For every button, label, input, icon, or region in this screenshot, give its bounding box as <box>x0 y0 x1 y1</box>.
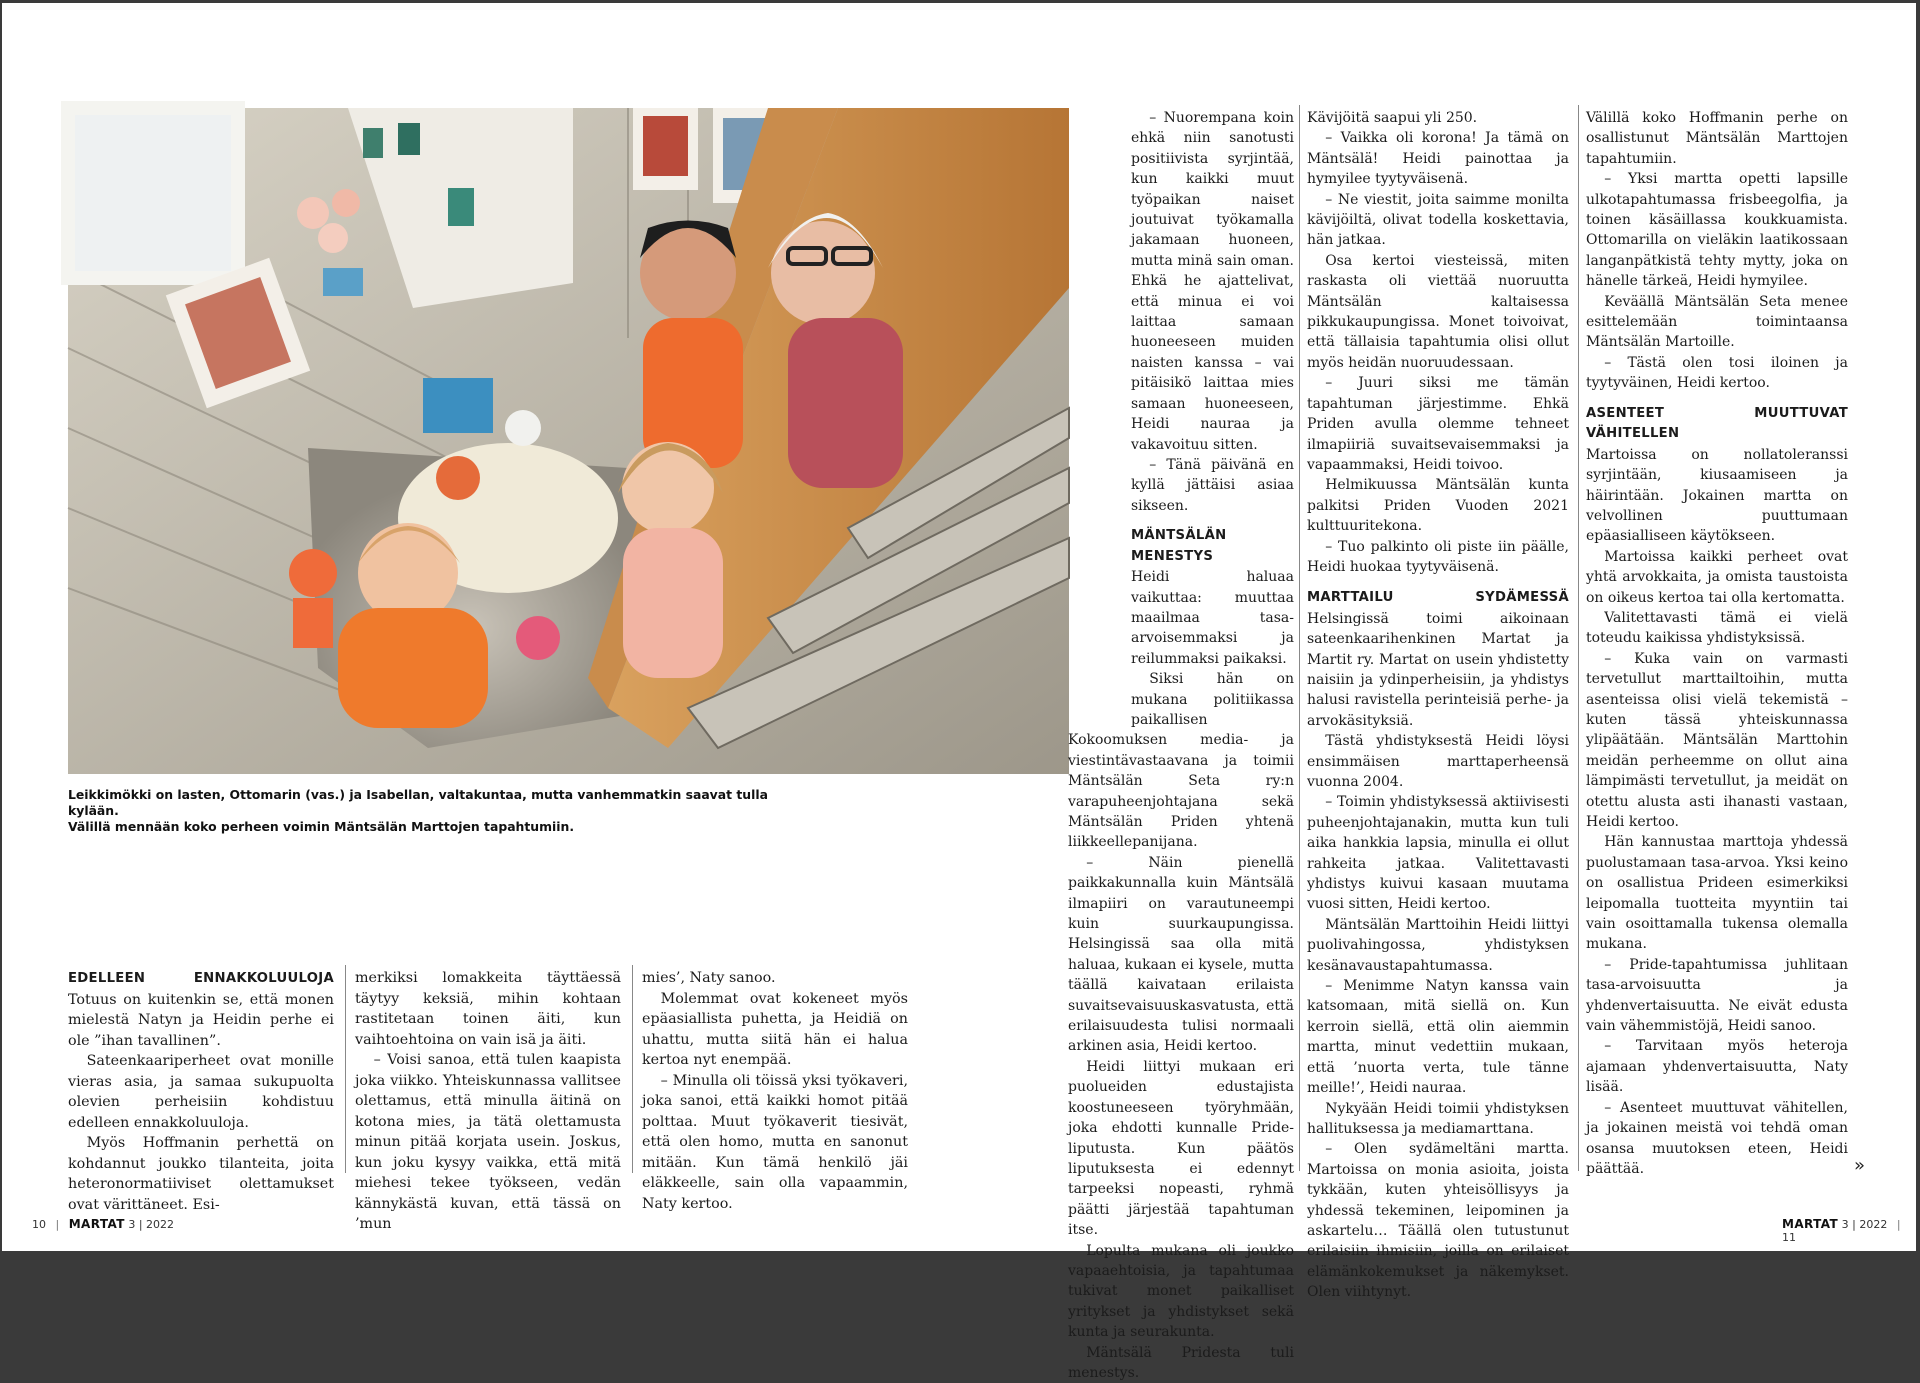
section-heading: ASENTEET MUUTTUVAT VÄHITELLEN <box>1586 405 1848 442</box>
paragraph: – Tarvitaan myös heteroja ajamaan yhdenvertaisuutta, Naty lisää. <box>1586 1038 1848 1096</box>
paragraph: – Nuorempana koin ehkä niin sanotusti positiivista syrjintää, kun kaikki muut työpaikan naiset joutuivat työkamalla jakamaan huoneen, mutta minä sain oman. Ehkä he ajattelivat, että minua ei voi laittaa samaan huoneeseen muiden naisten kanssa – vai pitäisikö laittaa mies samaan huoneeseen, Heidi nauraa ja vakavoituu sitten. <box>1131 110 1294 453</box>
paragraph: – Toimin yhdistyksessä aktiivisesti puheenjohtajanakin, mutta kun tuli aika hankkia lapsia, minulla ei ollut rahkeita jatkaa. Valitettavasti yhdistys kuivui kasaan muutama vuosi sitten, Heidi kertoo. <box>1307 794 1569 913</box>
paragraph: – Minulla oli töissä yksi työkaveri, joka sanoi, että kaikki homot pitää polttaa. Muut työkaverit tiesivät, että olen homo, mutta en sanonut mitään. Kun tämä henkilö jäi eläkkeelle, sain olla vapaammin, Naty kertoo. <box>642 1072 908 1212</box>
paragraph: Välillä koko Hoffmanin perhe on osallistunut Mäntsälän Marttojen tapahtumiin. <box>1586 110 1848 167</box>
paragraph: Martoissa on nollatoleranssi syrjintään, kiusaamiseen ja häirintään. Jokainen martta on velvollinen puuttumaan epäasialliseen käytökseen. <box>1586 446 1848 545</box>
article-column-1 <box>68 968 334 1215</box>
magazine-name: MARTAT <box>1782 1217 1839 1231</box>
caption-line-1: Leikkimökki on lasten, Ottomarin (vas.) ja Isabellan, valtakuntaa, mutta vanhemmatkin saavat tulla kylään. <box>68 787 768 818</box>
paragraph: – Pride-tapahtumissa juhlitaan tasa-arvoisuutta ja yhdenvertaisuutta. Ne eivät edusta vain vähemmistöjä, Heidi sanoo. <box>1586 956 1848 1035</box>
article-column-4 <box>1068 108 1294 1383</box>
paragraph: Valitettavasti tämä ei vielä toteudu kaikissa yhdistyksissä. <box>1586 609 1848 647</box>
paragraph: Mäntsälän Marttoihin Heidi liittyi puolivahingossa, yhdistyksen kesänavaustapahtumassa. <box>1307 916 1569 974</box>
paragraph: Keväällä Mäntsälän Seta menee esittelemään toimintaansa Mäntsälän Martoille. <box>1586 293 1848 351</box>
paragraph: Martoissa kaikki perheet ovat yhtä arvokkaita, ja omista taustoista on oikeus kertoa tai olla kertomatta. <box>1586 548 1848 606</box>
paragraph: Nykyään Heidi toimii yhdistyksen hallituksessa ja mediamarttana. <box>1307 1100 1569 1137</box>
paragraph: Tästä yhdistyksestä Heidi löysi ensimmäisen marttaperheensä vuonna 2004. <box>1307 733 1569 790</box>
magazine-spread <box>2 3 1916 1381</box>
section-lead: EDELLEEN ENNAKKOLUULOJA <box>68 971 334 986</box>
section-lead: MARTTAILU SYDÄMESSÄ <box>1307 590 1569 606</box>
caption-line-2: Välillä mennään koko perheen voimin Mäntsälän Marttojen tapahtumiin. <box>68 819 575 834</box>
issue-label: 3 | 2022 <box>128 1218 175 1231</box>
column-divider <box>345 965 346 1173</box>
continue-arrow-icon: » <box>1854 1155 1866 1176</box>
paragraph: Myös Hoffmanin perhettä on kohdannut joukko tilanteita, joita heteronormatiiviset olettamukset ovat värittäneet. Esi- <box>68 1135 334 1213</box>
paragraph: – Yksi martta opetti lapsille ulkotapahtumassa frisbeegolfia, ja toinen käsäillassa koukkuamista. Ottomarilla on vieläkin laatikossaan langanpätkistä tehty mytty, joka on hänelle tärkeä, Heidi hymyilee. <box>1586 171 1848 290</box>
paragraph: – Menimme Natyn kanssa vain katsomaan, mitä siellä on. Kun kerroin siellä, että olin aiemmin martta, minut vedettiin mukaan, että ’nuorta verta, tule tänne meille!’, Heidi nauraa. <box>1307 978 1569 1097</box>
paragraph: Heidi liittyi mukaan eri puolueiden edustajista koostuneeseen työryhmään, joka ehdotti kunnalle Pride-liputusta. Kun päätös liputuksesta ei edennyt tarpeeksi nopeasti, ryhmä päätti järjestää tapahtuman itse. <box>1068 1058 1294 1239</box>
page-number-right: 11 <box>1782 1231 1796 1244</box>
paragraph: – Voisi sanoa, että tulen kaapista joka viikko. Yhteiskunnassa vallitsee olettamus, että minulla äitinä on kotona mies, ja tätä olettamusta minun pitää korjata usein. Joskus, kun joku kysyy vaikka, että mitä miehesi tekee työkseen, vedän kännykästä kuvan, että tässä on ’mun <box>355 1052 621 1232</box>
family-photo <box>68 108 1069 774</box>
photo-caption <box>68 787 788 835</box>
section-heading: MÄNTSÄLÄN MENESTYS <box>1131 528 1227 564</box>
paragraph: – Asenteet muuttuvat vähitellen, ja jokainen meistä voi tehdä oman osansa muutoksen eteen, Heidi päättää. <box>1586 1099 1848 1177</box>
paragraph: EDELLEEN ENNAKKOLUULOJA Totuus on kuitenkin se, että monen mielestä Natyn ja Heidin perhe ei ole ”ihan tavallinen”. <box>68 971 334 1049</box>
paragraph: Osa kertoi viesteissä, miten raskasta oli viettää nuoruutta Mäntsälän kaltaisessa pikkukaupungissa. Monet toivoivat, että tällaisia tapahtumia olisi ollut myös heidän nuoruudessaan. <box>1307 252 1569 371</box>
column-divider <box>632 965 633 1173</box>
page-number-left: 10 <box>32 1218 46 1231</box>
article-column-2 <box>355 968 621 1235</box>
paragraph: – Ne viestit, joita saimme monilta kävijöiltä, olivat todella koskettavia, hän jatkaa. <box>1307 191 1569 249</box>
paragraph: MARTTAILU SYDÄMESSÄ Helsingissä toimi aikoinaan sateenkaarihenkinen Martat ja Martit ry. Martat on usein yhdistetty naisiin ja ydinperheisiin, ja yhdistys halusi ravistella perinteisiä perhe- ja arvokäsityksiä. <box>1307 590 1569 729</box>
magazine-name: MARTAT <box>68 1217 125 1231</box>
paragraph: – Olen sydämeltäni martta. Martoissa on monia asioita, joista tykkään, kuten yhteisöllisyys ja yhdessä tekeminen, leipominen ja askartelu… Täällä olen tutustunut erilaisiin ihmisiin, joilla on erilaiset elämänkokemukset ja näkemykset. Olen viihtynyt. <box>1307 1141 1569 1301</box>
article-column-5 <box>1307 108 1569 1303</box>
column-divider <box>1578 105 1579 1171</box>
paragraph: Hän kannustaa marttoja yhdessä puolustamaan tasa-arvoa. Yksi keino on osallistua Prideen esimerkiksi leipomalla tuotteita myyntiin tai vain osoittamalla tukensa olemalla mukana. <box>1586 834 1848 953</box>
paragraph: – Vaikka oli korona! Ja tämä on Mäntsälä! Heidi painottaa ja hymyilee tyytyväisenä. <box>1307 130 1569 188</box>
paragraph: Helmikuussa Mäntsälän kunta palkitsi Priden Vuoden 2021 kulttuuritekona. <box>1307 477 1569 535</box>
paragraph: – Kuka vain on varmasti tervetullut marttailtoihin, mutta asenteissa olisi vielä tekemistä – kuten tässä yhteiskunnassa ylipäätään. Mäntsälän Marttohin meidän perheemme on ollut aina lämpimästi tervetullut, ja meidät on otettu alusta asti ihanasti vastaan, Heidi kertoo. <box>1586 650 1848 830</box>
paragraph: Siksi hän on mukana politiikassa paikallisen Kokoomuksen media- ja viestintävastaavana ja toimii Mäntsälän Seta ry:n varapuheenjohtajana sekä Mäntsälän Priden yhtenä liikkeellepanijana. <box>1068 671 1294 851</box>
paragraph: – Tuo palkinto oli piste iin päälle, Heidi huokaa tyytyväisenä. <box>1307 538 1569 575</box>
paragraph: Sateenkaariperheet ovat monille vieras asia, ja samaa sukupuolta olevien perheisiin kohdistuu edelleen ennakkoluuloja. <box>68 1053 334 1131</box>
paragraph: – Näin pienellä paikkakunnalla kuin Mäntsälä ilmapiiri on varautuneempi kuin suurkaupungissa. Helsingissä saa olla mitä haluaa, kukaan ei kysele, mutta täällä kaivataan erilaista suvaitsevaisuuskasvatusta, että erilaisuudesta tulisi normaali arkinen asia, Heidi kertoo. <box>1068 854 1294 1055</box>
paragraph: Kävijöitä saapui yli 250. <box>1307 110 1478 126</box>
footer-left: 10 | MARTAT 3 | 2022 <box>32 1217 175 1231</box>
paragraph: – Juuri siksi me tämän tapahtuman järjestimme. Ehkä Priden avulla olemme tehneet ilmapiiriä suvaitsevaisemmaksi ja vapaammaksi, Heidi toivoo. <box>1307 375 1569 473</box>
paragraph: Heidi haluaa vaikuttaa: muuttaa maailmaa tasa-arvoisemmaksi ja reilummaksi paikaksi. <box>1131 569 1294 667</box>
photo-wrap-spacer <box>1068 108 1131 716</box>
article-column-6 <box>1586 108 1848 1179</box>
paragraph: Mäntsälä Pridesta tuli menestys. <box>1068 1344 1294 1381</box>
issue-label: 3 | 2022 <box>1841 1218 1888 1231</box>
paragraph: Lopulta mukana oli joukko vapaaehtoisia, ja tapahtumaa tukivat monet paikalliset yritykset ja yhdistykset sekä kunta ja seurakunta. <box>1068 1242 1294 1341</box>
paragraph: mies’, Naty sanoo. <box>642 970 776 986</box>
paragraph: merkiksi lomakkeita täyttäessä täytyy keksiä, mihin kohtaan rastitetaan toinen äiti, kun vaihtoehtoina on vain isä ja äiti. <box>355 970 621 1048</box>
paragraph: Molemmat ovat kokeneet myös epäasiallista puhetta, ja Heidiä on uhattu, mutta siitä hän ei halua kertoa nyt enempää. <box>642 990 908 1068</box>
paragraph: – Tästä olen tosi iloinen ja tyytyväinen, Heidi kertoo. <box>1586 354 1848 392</box>
paragraph: – Tänä päivänä en kyllä jättäisi asiaa sikseen. <box>1131 456 1294 514</box>
column-divider <box>1299 105 1300 1171</box>
footer-right: MARTAT 3 | 2022 | 11 <box>1782 1217 1901 1244</box>
article-column-3 <box>642 968 908 1214</box>
